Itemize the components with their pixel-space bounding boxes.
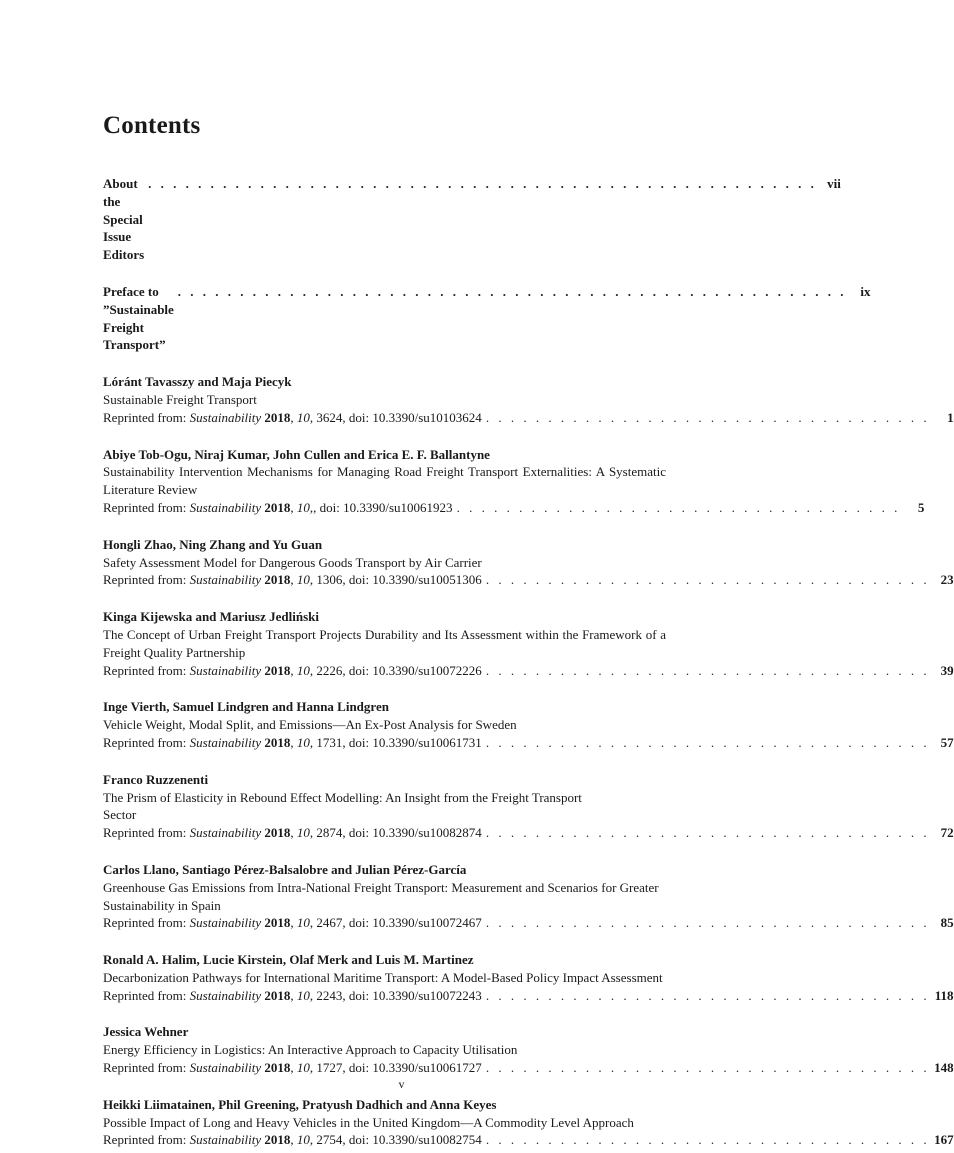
ref-volume: 10 [296,572,310,588]
entry-title: Safety Assessment Model for Dangerous Goods Transport by Air Carrier [103,554,482,570]
ref-year: 2018 [264,572,291,588]
entry-authors: Jessica Wehner [103,1024,189,1040]
toc-page-number: 72 [940,825,954,841]
ref-doi: , doi: 10.3390/su10072226 [342,662,482,678]
ref-article: , 2226 [309,662,343,678]
entry-reference: Reprinted from: Sustainability 2018 , 10 , 1727 , doi: 10.3390/su10061727 . . . . . . . . . . . . . . . . . . . . . . . . . . . . . . . . . . . . 148 [103,1060,954,1076]
ref-article: , 2874 [309,825,343,841]
journal-name: Sustainability [189,1060,262,1076]
ref-prefix: Reprinted from: [103,825,187,841]
journal-name: Sustainability [189,825,262,841]
ref-volume: 10 [296,825,310,841]
entry-reference: Reprinted from: Sustainability 2018 , 10 , 1306 , doi: 10.3390/su10051306 . . . . . . . . . . . . . . . . . . . . . . . . . . . . . . . . . . . . 23 [103,572,954,588]
entry-title: Possible Impact of Long and Heavy Vehicles in the United Kingdom—A Commodity Level Approach [103,1114,634,1130]
entry-title: Sustainability Intervention Mechanisms for Managing Road Freight Transport Externalities: A Systematic Literature Review [103,464,666,498]
entry-reference: Reprinted from: Sustainability 2018 , 10 , 2226 , doi: 10.3390/su10072226 . . . . . . . . . . . . . . . . . . . . . . . . . . . . . . . . . . . . 39 [103,662,954,678]
entry-reference: Reprinted from: Sustainability 2018 , 10 , 2874 , doi: 10.3390/su10082874 . . . . . . . . . . . . . . . . . . . . . . . . . . . . . . . . . . . . 72 [103,825,954,841]
ref-year: 2018 [264,915,291,931]
ref-article: , 1727 [309,1060,343,1076]
ref-volume: 10 [296,1132,310,1148]
journal-name: Sustainability [189,915,262,931]
toc-entry[interactable] [103,861,954,932]
ref-doi: , doi: 10.3390/su10061923 [313,499,453,515]
toc-page-number: 118 [934,987,954,1003]
entry-reference: Reprinted from: Sustainability 2018 , 10 , 2467 , doi: 10.3390/su10072467 . . . . . . . . . . . . . . . . . . . . . . . . . . . . . . . . . . . . 85 [103,915,954,931]
ref-prefix: Reprinted from: [103,409,187,425]
journal-name: Sustainability [189,987,262,1003]
ref-prefix: Reprinted from: [103,499,187,515]
leader-dots: . . . . . . . . . . . . . . . . . . . . . . . . . . . . . . . . . . . . [485,734,930,750]
journal-name: Sustainability [189,734,262,750]
toc-entry[interactable] [103,446,925,517]
journal-name: Sustainability [189,662,262,678]
ref-doi: , doi: 10.3390/su10072467 [342,915,482,931]
page-number: v [398,1077,405,1091]
toc-front-label: Preface to ”Sustainable Freight Transport” [103,283,174,353]
ref-doi: , doi: 10.3390/su10072243 [342,987,482,1003]
toc-page-number: 148 [934,1060,954,1076]
ref-article: , 2467 [309,915,343,931]
toc-entry[interactable] [103,608,954,679]
ref-article: , 2754 [309,1132,343,1148]
leader-dots: . . . . . . . . . . . . . . . . . . . . . . . . . . . . . . . . . . . . [485,409,930,425]
entry-authors: Abiye Tob-Ogu, Niraj Kumar, John Cullen and Erica E. F. Ballantyne [103,446,490,462]
toc-page-number: ix [860,283,871,299]
ref-article: , 1731 [309,734,343,750]
page-title: Contents [103,112,201,139]
toc-page-number: 57 [940,734,954,750]
toc-entry[interactable] [103,1096,954,1149]
entry-title: Energy Efficiency in Logistics: An Interactive Approach to Capacity Utilisation [103,1042,518,1058]
entry-title: Decarbonization Pathways for International Maritime Transport: A Model-Based Policy Impact Assessment [103,969,663,985]
ref-volume: 10 [296,499,310,515]
ref-doi: , doi: 10.3390/su10082754 [342,1132,482,1148]
ref-prefix: Reprinted from: [103,1132,187,1148]
ref-doi: , doi: 10.3390/su10061727 [342,1060,482,1076]
entry-reference: Reprinted from: Sustainability 2018 , 10 , 3624 , doi: 10.3390/su10103624 . . . . . . . . . . . . . . . . . . . . . . . . . . . . . . . . . . . . 1 [103,409,954,425]
entry-authors: Inge Vierth, Samuel Lindgren and Hanna Lindgren [103,699,389,715]
ref-doi: , doi: 10.3390/su10051306 [342,572,482,588]
toc-page-number: vii [827,176,841,191]
toc-entry[interactable] [103,1023,954,1076]
ref-prefix: Reprinted from: [103,1060,187,1076]
ref-volume: 10 [296,915,310,931]
ref-article: , 1306 [309,572,343,588]
ref-prefix: Reprinted from: [103,734,187,750]
ref-year: 2018 [264,1060,291,1076]
leader-dots: . . . . . . . . . . . . . . . . . . . . . . . . . . . . . . . . . . . . [485,915,930,931]
toc-entry[interactable] [103,771,954,842]
ref-prefix: Reprinted from: [103,662,187,678]
leader-dots: . . . . . . . . . . . . . . . . . . . . . . . . . . . . . . . . . . . . . . . . . . . . . . . . . . . . . . [177,283,847,299]
toc-entry[interactable] [103,698,954,751]
ref-prefix: Reprinted from: [103,987,187,1003]
toc-page-number: 167 [934,1132,954,1148]
toc-front-item[interactable] [103,283,871,354]
table-of-contents [103,175,954,1149]
ref-article: , [309,499,314,515]
leader-dots: . . . . . . . . . . . . . . . . . . . . . . . . . . . . . . . . . . . . [485,1060,930,1076]
entry-authors: Kinga Kijewska and Mariusz Jedliński [103,609,319,625]
toc-page-number: 23 [940,572,954,588]
toc-entry[interactable] [103,373,954,426]
leader-dots: . . . . . . . . . . . . . . . . . . . . . . . . . . . . . . . . . . . . [485,825,930,841]
entry-title: The Prism of Elasticity in Rebound Effect Modelling: An Insight from the Freight Transport Sector [103,789,582,823]
ref-year: 2018 [264,409,291,425]
entry-reference: Reprinted from: Sustainability 2018 , 10 , , doi: 10.3390/su10061923 . . . . . . . . . . . . . . . . . . . . . . . . . . . . . . . . . . . . 5 [103,499,925,515]
ref-prefix: Reprinted from: [103,572,187,588]
ref-article: , 3624 [309,409,343,425]
ref-volume: 10 [296,734,310,750]
ref-doi: , doi: 10.3390/su10103624 [342,409,482,425]
entry-authors: Heikki Liimatainen, Phil Greening, Pratyush Dadhich and Anna Keyes [103,1096,497,1112]
toc-front-item[interactable] [103,175,841,264]
ref-volume: 10 [296,1060,310,1076]
entry-reference: Reprinted from: Sustainability 2018 , 10 , 1731 , doi: 10.3390/su10061731 . . . . . . . . . . . . . . . . . . . . . . . . . . . . . . . . . . . . 57 [103,734,954,750]
journal-name: Sustainability [189,409,262,425]
ref-article: , 2243 [309,987,343,1003]
toc-page-number: 39 [940,662,954,678]
ref-year: 2018 [264,1132,291,1148]
entry-authors: Carlos Llano, Santiago Pérez-Balsalobre and Julian Pérez-García [103,861,467,877]
entry-authors: Franco Ruzzenenti [103,771,209,787]
leader-dots: . . . . . . . . . . . . . . . . . . . . . . . . . . . . . . . . . . . . [456,499,901,515]
leader-dots: . . . . . . . . . . . . . . . . . . . . . . . . . . . . . . . . . . . . [485,987,930,1003]
ref-year: 2018 [264,499,291,515]
leader-dots: . . . . . . . . . . . . . . . . . . . . . . . . . . . . . . . . . . . . [485,1132,930,1148]
entry-reference: Reprinted from: Sustainability 2018 , 10 , 2754 , doi: 10.3390/su10082754 . . . . . . . . . . . . . . . . . . . . . . . . . . . . . . . . . . . . 167 [103,1132,954,1148]
journal-name: Sustainability [189,1132,262,1148]
entry-title: The Concept of Urban Freight Transport Projects Durability and Its Assessment within the Framework of a Freight Quality Partnership [103,626,666,660]
journal-name: Sustainability [189,499,262,515]
entry-authors: Ronald A. Halim, Lucie Kirstein, Olaf Merk and Luis M. Martinez [103,952,474,968]
ref-prefix: Reprinted from: [103,915,187,931]
leader-dots: . . . . . . . . . . . . . . . . . . . . . . . . . . . . . . . . . . . . [485,572,930,588]
toc-entry[interactable] [103,536,954,589]
entry-title: Sustainable Freight Transport [103,391,257,407]
entry-authors: Hongli Zhao, Ning Zhang and Yu Guan [103,536,323,552]
ref-doi: , doi: 10.3390/su10061731 [342,734,482,750]
entry-title: Vehicle Weight, Modal Split, and Emissions—An Ex-Post Analysis for Sweden [103,717,517,733]
leader-dots: . . . . . . . . . . . . . . . . . . . . . . . . . . . . . . . . . . . . . . . . . . . . . . . . . . . . . . [148,176,817,191]
ref-doi: , doi: 10.3390/su10082874 [342,825,482,841]
toc-page-number: 1 [947,409,954,425]
entry-authors: Lóránt Tavasszy and Maja Piecyk [103,374,292,390]
entry-title: Greenhouse Gas Emissions from Intra-National Freight Transport: Measurement and Scenarios for Greater Sustainability in Spain [103,879,659,913]
ref-year: 2018 [264,734,291,750]
leader-dots: . . . . . . . . . . . . . . . . . . . . . . . . . . . . . . . . . . . . [485,662,930,678]
toc-page-number: 5 [917,499,925,515]
toc-front-label: About the Special Issue Editors [103,176,145,263]
ref-volume: 10 [296,987,310,1003]
toc-page-number: 85 [940,915,954,931]
ref-year: 2018 [264,987,291,1003]
entry-reference: Reprinted from: Sustainability 2018 , 10 , 2243 , doi: 10.3390/su10072243 . . . . . . . . . . . . . . . . . . . . . . . . . . . . . . . . . . . . 118 [103,987,954,1003]
ref-volume: 10 [296,662,310,678]
toc-entry[interactable] [103,951,954,1004]
ref-volume: 10 [296,409,310,425]
ref-year: 2018 [264,825,291,841]
ref-year: 2018 [264,662,291,678]
journal-name: Sustainability [189,572,262,588]
